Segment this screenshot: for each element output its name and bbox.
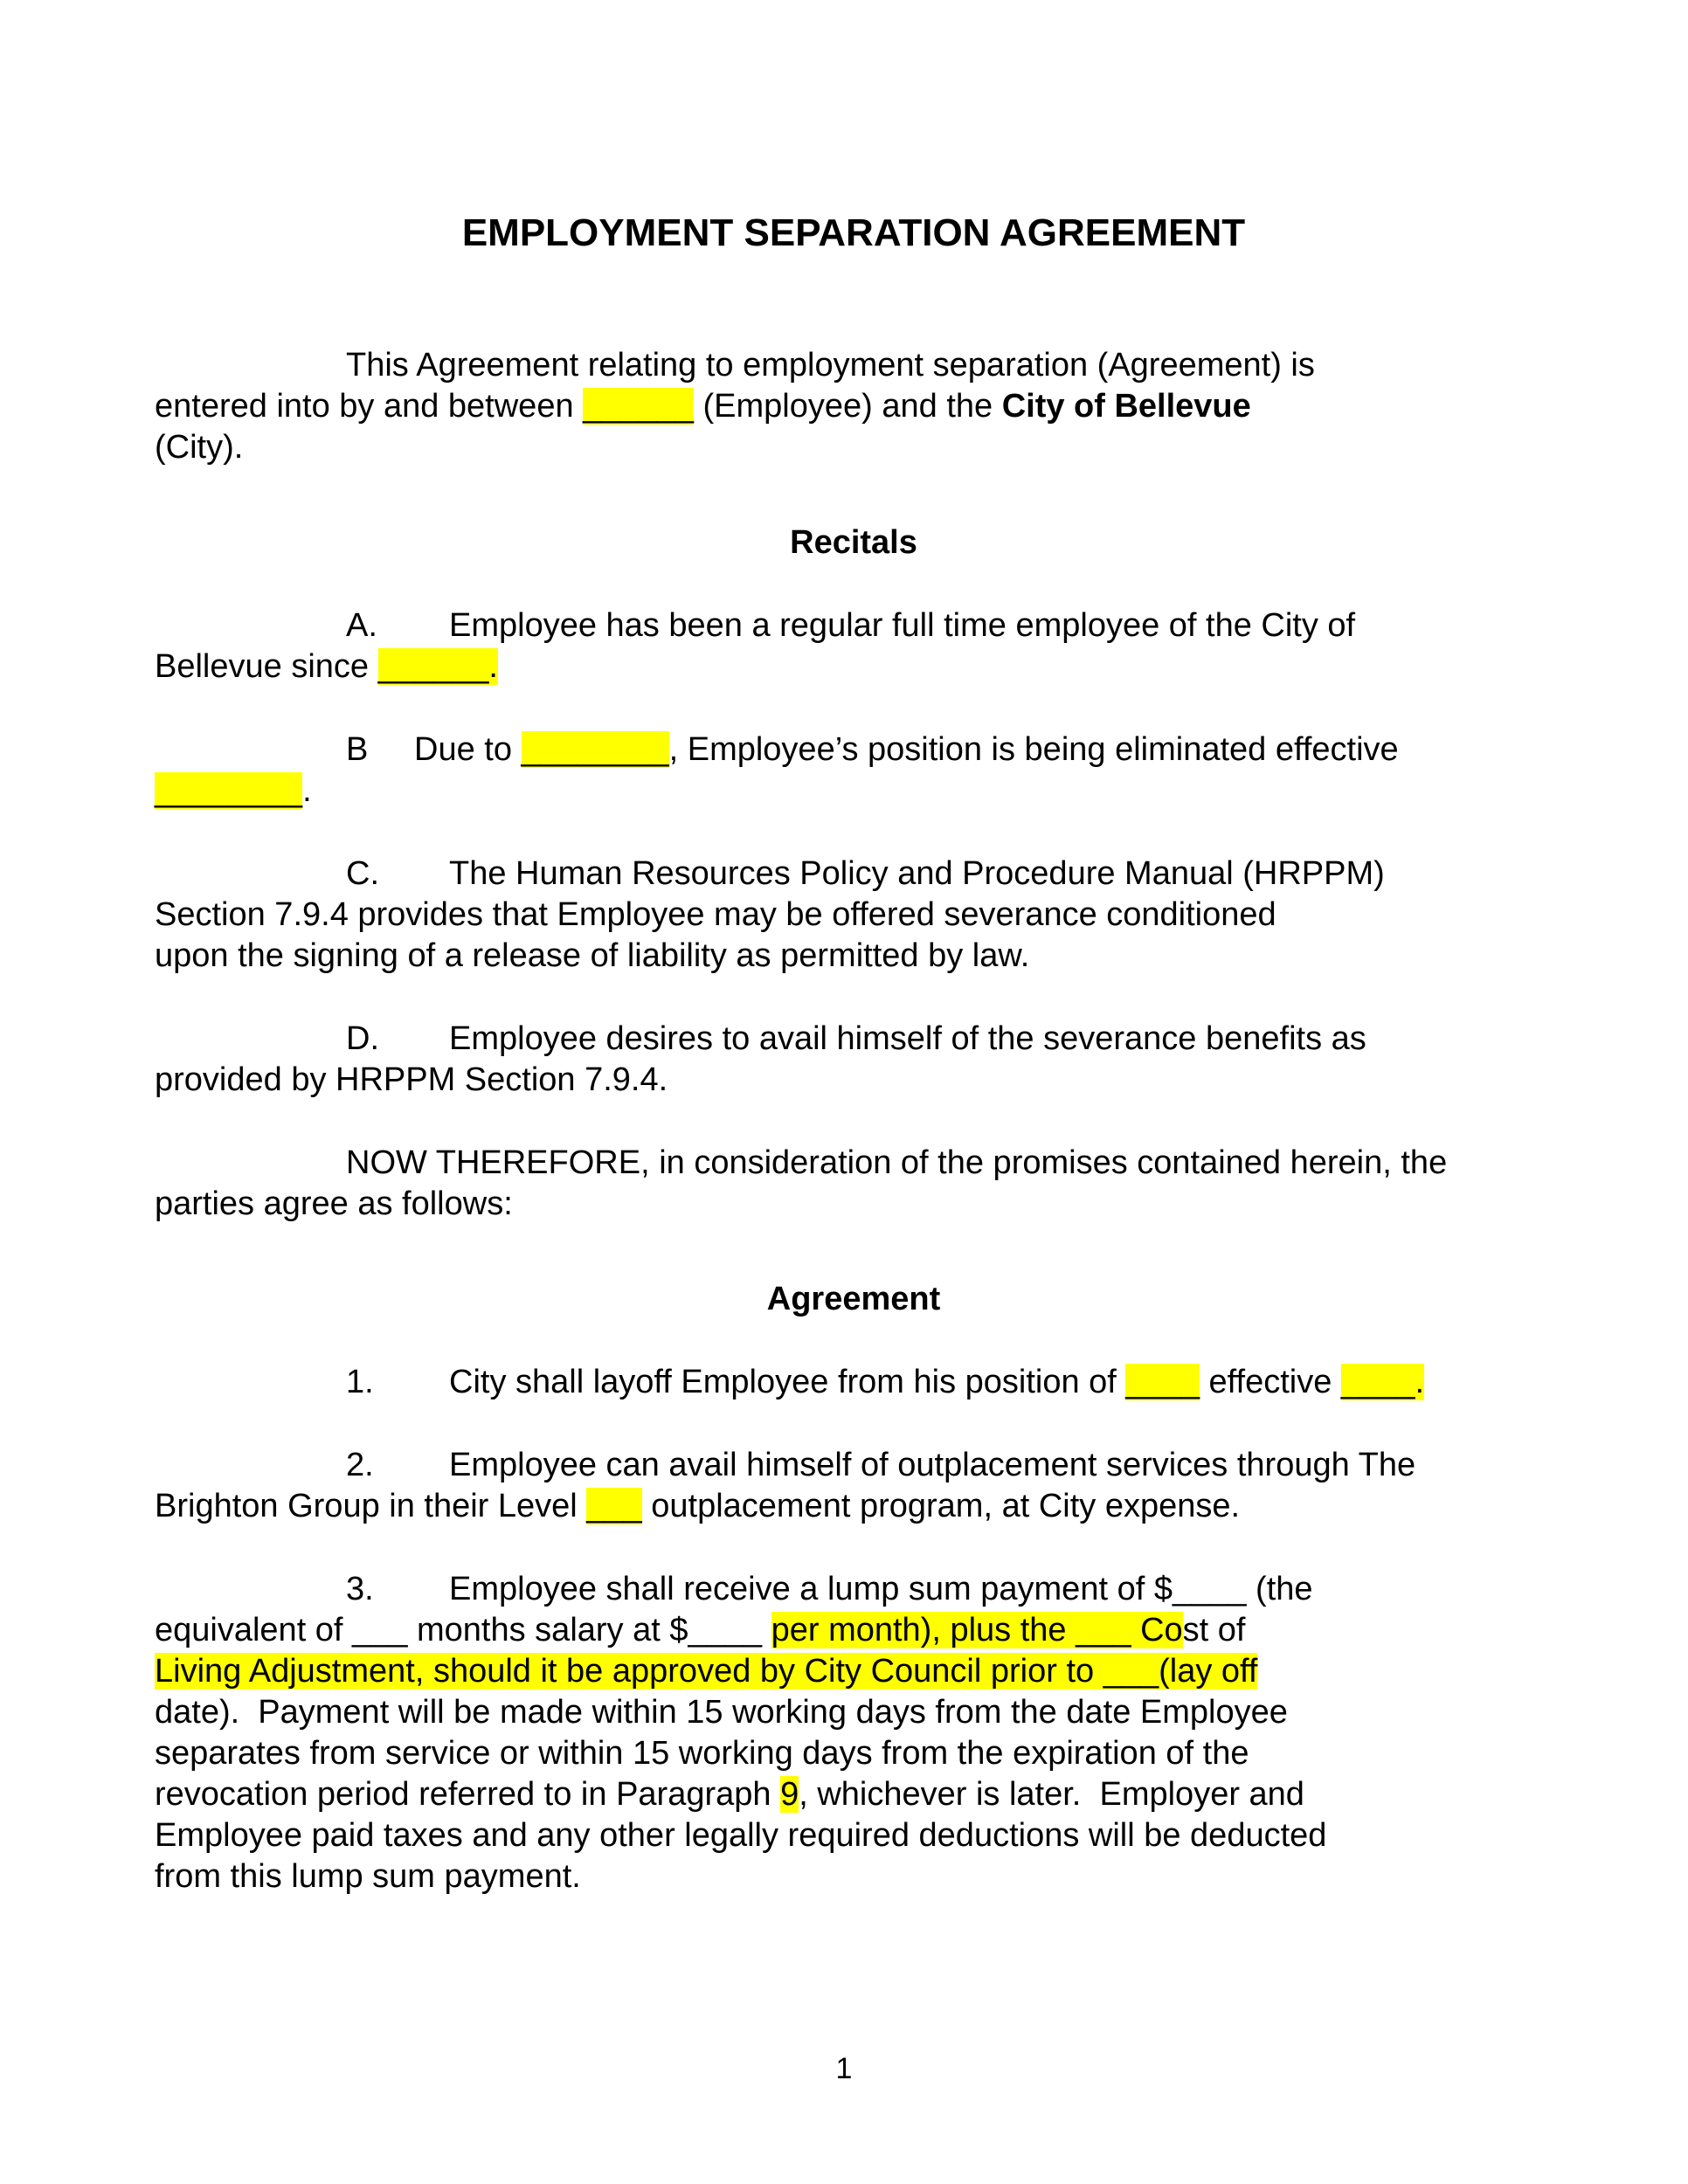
text-segment: date). Payment will be made within 15 working days from the date Employee — [155, 1694, 1288, 1731]
text-segment: Agreement — [766, 1281, 941, 1317]
text-segment: Section 7.9.4 provides that Employee may be offered severance conditioned — [155, 896, 1276, 933]
text-line — [155, 1019, 1553, 1060]
text-line — [155, 646, 1553, 688]
text-line — [155, 1569, 1553, 1610]
list-marker: B — [346, 731, 369, 768]
highlighted-text: 9 — [780, 1776, 799, 1813]
text-line — [155, 1815, 1553, 1856]
text-segment: Employee desires to avail himself of the severance benefits as — [449, 1020, 1366, 1057]
list-marker: 3. — [346, 1571, 374, 1607]
list-marker: D. — [346, 1020, 379, 1057]
paragraph — [155, 1019, 1553, 1101]
text-line — [155, 345, 1553, 386]
document-content — [155, 212, 1553, 1939]
paragraph — [155, 1445, 1553, 1527]
paragraph — [155, 345, 1553, 468]
list-marker: C. — [346, 855, 379, 892]
paragraph — [155, 1362, 1553, 1403]
text-line — [155, 605, 1553, 646]
text-segment: Due to — [414, 731, 522, 768]
paragraph — [155, 729, 1553, 812]
text-line — [155, 895, 1553, 936]
text-segment: separates from service or within 15 working days from the expiration of the — [155, 1735, 1249, 1772]
text-segment: Brighton Group in their Level — [155, 1488, 587, 1524]
highlighted-text: per month), plus the ___ Co — [771, 1612, 1183, 1648]
text-segment: , Employee’s position is being eliminated effective — [668, 731, 1399, 768]
text-line — [155, 1143, 1553, 1184]
text-segment: Employee has been a regular full time employee of the City of — [449, 607, 1356, 644]
text-line — [155, 1774, 1553, 1815]
text-line — [155, 1651, 1553, 1692]
list-marker: A. — [346, 607, 377, 644]
text-segment: from this lump sum payment. — [155, 1858, 581, 1895]
text-segment: NOW THEREFORE, in consideration of the promises contained herein, the — [346, 1144, 1448, 1181]
text-line — [155, 771, 1553, 812]
text-line — [155, 1610, 1553, 1651]
text-line — [155, 936, 1553, 977]
text-line — [155, 1856, 1553, 1897]
text-segment: Bellevue since — [155, 648, 378, 685]
text-segment: City shall layoff Employee from his position of — [449, 1364, 1126, 1400]
section-heading — [155, 1267, 1553, 1320]
list-marker: 2. — [346, 1447, 374, 1483]
blank-field: ____ — [1125, 1364, 1200, 1400]
text-segment: revocation period referred to in Paragraph — [155, 1776, 781, 1813]
text-segment: Employee can avail himself of outplacement services through The — [449, 1447, 1416, 1483]
text-segment: Employee paid taxes and any other legally required deductions will be deducted — [155, 1817, 1327, 1854]
text-segment: This Agreement relating to employment separation (Agreement) is — [346, 347, 1315, 384]
text-line — [155, 522, 1553, 563]
text-line — [155, 1279, 1553, 1320]
paragraph — [155, 605, 1553, 688]
text-segment: st of — [1182, 1612, 1246, 1648]
text-segment: Recitals — [790, 524, 917, 561]
blank-field: ________ — [155, 772, 303, 809]
blank-field: ______. — [377, 648, 498, 685]
text-segment: Employee shall receive a lump sum payment of $____ (the — [449, 1571, 1313, 1607]
text-line — [155, 1184, 1553, 1225]
text-segment: provided by HRPPM Section 7.9.4. — [155, 1061, 668, 1098]
text-line — [155, 1362, 1553, 1403]
text-segment: EMPLOYMENT SEPARATION AGREEMENT — [461, 211, 1246, 254]
list-marker: 1. — [346, 1364, 374, 1400]
blank-field: ___ — [586, 1488, 642, 1524]
text-segment: , whichever is later. Employer and — [799, 1776, 1304, 1813]
text-line — [155, 729, 1553, 771]
blank-field: ______ — [583, 388, 694, 425]
paragraph — [155, 1569, 1553, 1897]
text-segment: entered into by and between — [155, 388, 584, 425]
paragraph — [155, 1143, 1553, 1225]
text-line — [155, 1060, 1553, 1101]
text-line — [155, 212, 1553, 253]
text-segment: outplacement program, at City expense. — [641, 1488, 1241, 1524]
text-segment: (City). — [155, 429, 244, 466]
text-segment: upon the signing of a release of liability as permitted by law. — [155, 937, 1030, 974]
document-title — [155, 212, 1553, 253]
text-segment: . — [302, 772, 312, 809]
text-line — [155, 1692, 1553, 1733]
text-segment: City of Bellevue — [1001, 388, 1251, 425]
paragraph — [155, 854, 1553, 977]
text-line — [155, 1733, 1553, 1774]
text-segment: equivalent of ___ months salary at $____ — [155, 1612, 771, 1648]
text-line — [155, 427, 1553, 468]
blank-field: ________ — [521, 731, 669, 768]
text-segment: The Human Resources Policy and Procedure Manual (HRPPM) — [449, 855, 1385, 892]
text-line — [155, 1445, 1553, 1486]
text-line — [155, 854, 1553, 895]
text-line — [155, 386, 1553, 427]
highlighted-text: Living Adjustment, should it be approved by City Council prior to ___(lay off — [155, 1653, 1258, 1690]
text-segment: effective — [1199, 1364, 1341, 1400]
section-heading — [155, 510, 1553, 563]
text-segment: parties agree as follows: — [155, 1185, 513, 1222]
text-line — [155, 1486, 1553, 1527]
blank-field: ____. — [1340, 1364, 1425, 1400]
page-number: 1 — [835, 2052, 853, 2085]
text-segment: (Employee) and the — [693, 388, 1002, 425]
